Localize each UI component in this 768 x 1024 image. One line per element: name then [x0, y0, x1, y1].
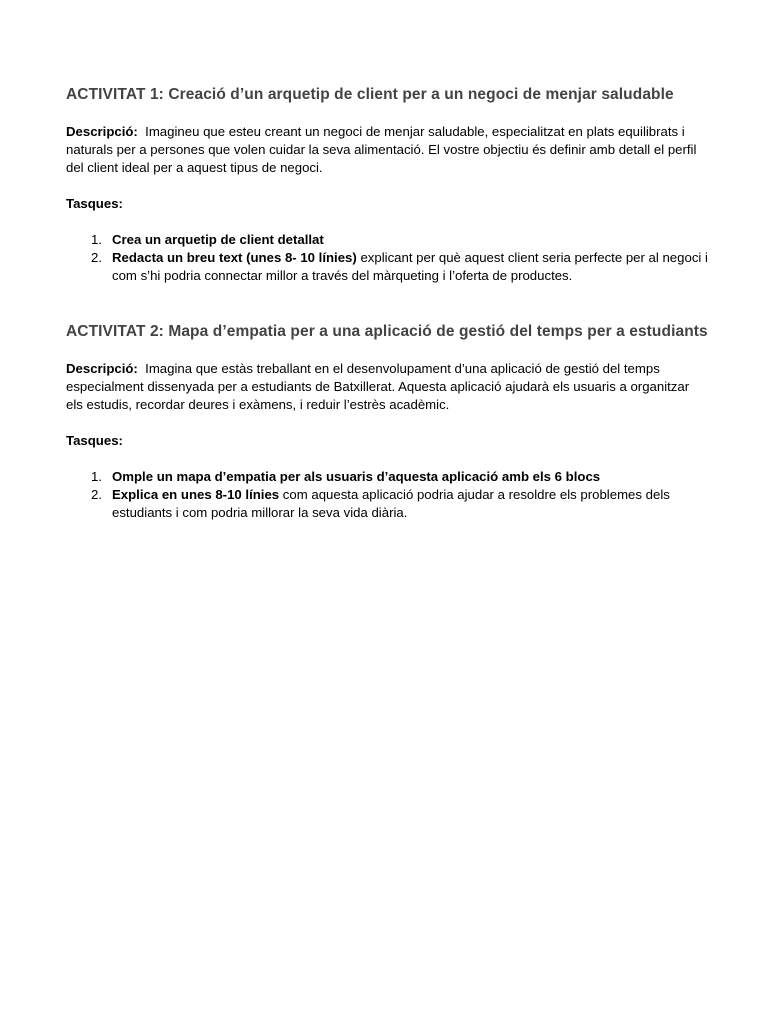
task-number: 2. — [91, 487, 102, 502]
task-text — [112, 486, 708, 522]
task-number: 1. — [91, 232, 102, 247]
activity-2-task-2 — [66, 486, 708, 522]
activity-1-task-list — [66, 231, 708, 285]
activity-1-description-label: Descripció: — [66, 124, 138, 139]
task-bold-text: Redacta un breu text (unes 8- 10 línies) — [112, 250, 357, 265]
activity-2-title: ACTIVITAT 2: Mapa d’empatia per a una aplicació de gestió del temps per a estudiants — [66, 323, 708, 340]
activity-1-description-text: Imagineu que esteu creant un negoci de menjar saludable, especialitzat en plats equilibrats i naturals per a persones que volen cuidar la seva alimentació. El vostre objectiu és definir amb detall el perfil del client ideal per a aquest tipus de negoci. — [66, 124, 697, 175]
activity-1-title: ACTIVITAT 1: Creació d’un arquetip de client per a un negoci de menjar saludable — [66, 86, 674, 103]
activity-2-description-text: Imagina que estàs treballant en el desenvolupament d’una aplicació de gestió del temps especialment dissenyada per a estudiants de Batxillerat. Aquesta aplicació ajudarà els usuaris a organitzar els estudis, recordar deures i exàmens, i reduir l’estrès acadèmic. — [66, 361, 690, 412]
activity-1-task-1 — [66, 231, 708, 249]
task-rest-text: com aquesta aplicació podria ajudar a resoldre els problemes dels estudiants i com podria millorar la seva vida diària. — [112, 487, 670, 520]
task-bold-text: Crea un arquetip de client detallat — [112, 232, 324, 247]
activity-2-description — [66, 360, 708, 414]
task-number: 2. — [91, 250, 102, 265]
activity-2-description-label: Descripció: — [66, 361, 138, 376]
activity-2-tasks-label: Tasques: — [66, 433, 123, 448]
task-text — [112, 249, 708, 285]
activity-1-tasks-label: Tasques: — [66, 196, 123, 211]
task-number: 1. — [91, 469, 102, 484]
activity-2-task-1 — [66, 468, 708, 486]
task-text — [112, 468, 708, 486]
task-text — [112, 231, 708, 249]
activity-2 — [66, 321, 708, 522]
activity-1-description — [66, 123, 708, 177]
activity-1-task-2 — [66, 249, 708, 285]
task-rest-text: explicant per què aquest client seria perfecte per al negoci i com s’hi podria connectar millor a través del màrqueting i l’oferta de productes. — [112, 250, 708, 283]
task-bold-text: Explica en unes 8-10 línies — [112, 487, 280, 502]
activity-2-task-list — [66, 468, 708, 522]
activity-1 — [66, 84, 708, 285]
task-bold-text: Omple un mapa d’empatia per als usuaris d’aquesta aplicació amb els 6 blocs — [112, 469, 601, 484]
